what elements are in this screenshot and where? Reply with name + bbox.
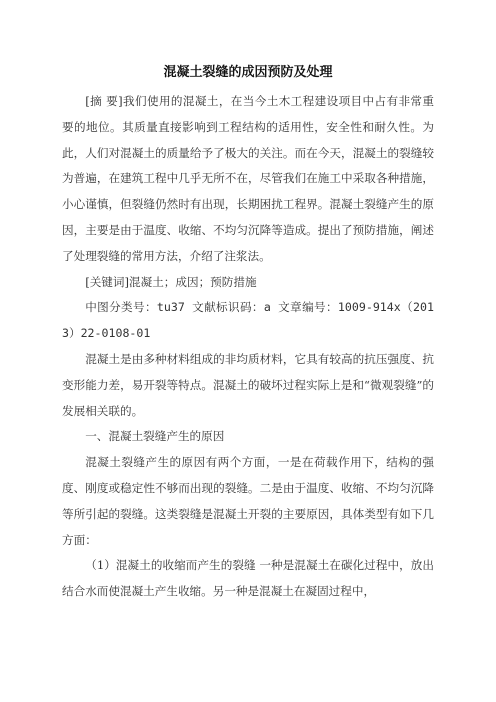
- keywords-line: [关键词]混凝土；成因；预防措施: [85, 274, 257, 289]
- document-page: [62, 60, 434, 605]
- section-heading: 一、混凝土裂缝产生的原因: [85, 429, 225, 444]
- item-1-paragraph: （1）混凝土的收缩而产生的裂缝 一种是混凝土在碳化过程中，放出结合水而使混凝土产生收缩。另一种是混凝土在凝固过程中，: [62, 558, 434, 599]
- causes-paragraph: 混凝土裂缝产生的原因有两个方面，一是在荷载作用下，结构的强度、刚度或稳定性不够而出现的裂缝。二是由于温度、收缩、不均匀沉降等所引起的裂缝。这类裂缝是混凝土开裂的主要原因，具体类型有如下几方面：: [62, 455, 434, 547]
- document-title: 混凝土裂缝的成因预防及处理: [163, 65, 333, 80]
- abstract-paragraph: [摘 要]我们使用的混凝土，在当今土木工程建设项目中占有非常重要的地位。其质量直接影响到工程结构的适用性，安全性和耐久性。为此，人们对混凝土的质量给予了极大的关注。而在今天，混凝土的裂缝较为普遍，在建筑工程中几乎无所不在，尽管我们在施工中采取各种措施，小心谨慎，但裂缝仍然时有出现，长期困扰工程界。混凝土裂缝产生的原因，主要是由于温度、收缩、不均匀沉降等造成。提出了预防措施，阐述了处理裂缝的常用方法，介绍了注浆法。: [62, 94, 434, 263]
- classification-line: 中图分类号：tu37 文献标识码：a 文章编号：1009-914x（2013）22-0108-01: [62, 300, 434, 341]
- intro-paragraph: 混凝土是由多种材料组成的非均质材料，它具有较高的抗压强度、抗变形能力差，易开裂等特点。混凝土的破坏过程实际上是和“微观裂缝”的发展相关联的。: [62, 351, 434, 418]
